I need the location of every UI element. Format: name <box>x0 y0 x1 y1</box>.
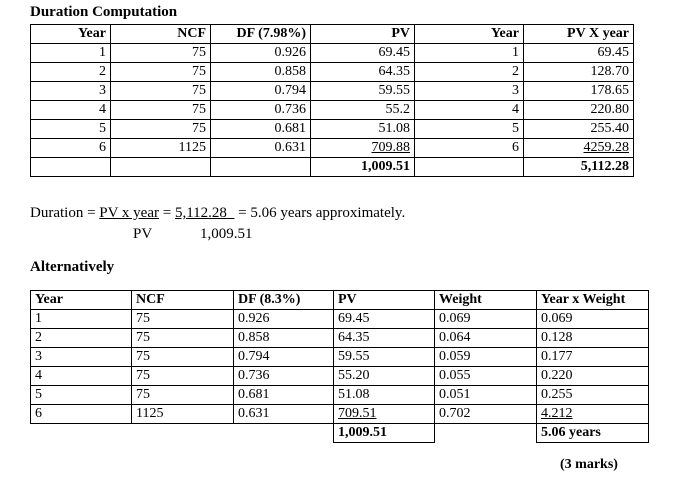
cell: 0.702 <box>435 405 537 424</box>
cell: 1125 <box>111 139 211 158</box>
header-ncf: NCF <box>111 25 211 44</box>
cell: 0.631 <box>234 405 334 424</box>
table-row <box>31 310 649 329</box>
cell: 75 <box>111 44 211 63</box>
cell: 0.736 <box>211 101 311 120</box>
cell <box>31 158 111 177</box>
cell: 1 <box>31 310 132 329</box>
cell: 5 <box>415 120 524 139</box>
formula-numerator-value: 5,112.28 <box>174 205 227 221</box>
cell: 75 <box>132 386 234 405</box>
cell: 2 <box>31 63 111 82</box>
table-row <box>31 367 649 386</box>
header-year-2: Year <box>415 25 524 44</box>
marks-label: (3 marks) <box>560 457 618 472</box>
cell <box>435 424 537 443</box>
cell: 0.055 <box>435 367 537 386</box>
cell: 64.35 <box>334 329 435 348</box>
header-weight: Weight <box>435 291 537 310</box>
formula-denominator-label: PV <box>133 226 153 242</box>
cell <box>211 158 311 177</box>
cell: 75 <box>111 101 211 120</box>
cell: 5 <box>31 386 132 405</box>
cell: 0.681 <box>234 386 334 405</box>
cell: 59.55 <box>311 82 415 101</box>
cell: 0.069 <box>537 310 649 329</box>
table-row <box>31 101 634 120</box>
cell: 255.40 <box>524 120 634 139</box>
cell: 0.059 <box>435 348 537 367</box>
header-year-x-weight: Year x Weight <box>537 291 649 310</box>
cell: 6 <box>31 139 111 158</box>
cell: 220.80 <box>524 101 634 120</box>
formula-result: = 5.06 years approximately. <box>234 205 406 221</box>
cell: 1 <box>31 44 111 63</box>
table-row <box>31 63 634 82</box>
table-row <box>31 386 649 405</box>
table-row <box>31 348 649 367</box>
table-row <box>31 120 634 139</box>
cell: 1 <box>415 44 524 63</box>
cell: 75 <box>111 63 211 82</box>
cell: 2 <box>31 329 132 348</box>
cell: 128.70 <box>524 63 634 82</box>
section-title: Duration Computation <box>30 4 178 20</box>
total-row <box>31 158 634 177</box>
cell: 0.926 <box>211 44 311 63</box>
cell: 3 <box>31 82 111 101</box>
cell: 55.20 <box>334 367 435 386</box>
cell: 3 <box>415 82 524 101</box>
cell: 55.2 <box>311 101 415 120</box>
cell: 75 <box>132 329 234 348</box>
duration-table <box>30 24 634 177</box>
cell: 6 <box>415 139 524 158</box>
cell: 75 <box>132 348 234 367</box>
cell <box>234 424 334 443</box>
cell <box>415 158 524 177</box>
cell <box>132 424 234 443</box>
cell: 0.794 <box>234 348 334 367</box>
cell: 2 <box>415 63 524 82</box>
table-row <box>31 44 634 63</box>
formula-numerator-label: PV x year <box>99 205 159 221</box>
formula-denominator-value: 1,009.51 <box>200 226 253 242</box>
formula-lhs: Duration = <box>30 205 100 221</box>
table-row <box>31 139 634 158</box>
cell: 709.88 <box>371 140 410 155</box>
cell: 0.069 <box>435 310 537 329</box>
cell: 51.08 <box>334 386 435 405</box>
cell: 0.220 <box>537 367 649 386</box>
cell: 0.858 <box>211 63 311 82</box>
cell: 0.177 <box>537 348 649 367</box>
cell: 5 <box>31 120 111 139</box>
total-pv-x-year: 5,112.28 <box>524 158 634 177</box>
cell: 51.08 <box>311 120 415 139</box>
table-header-row <box>31 25 634 44</box>
cell: 75 <box>111 120 211 139</box>
cell: 0.064 <box>435 329 537 348</box>
cell: 75 <box>111 82 211 101</box>
formula-equals: = <box>159 205 175 221</box>
total-row <box>31 424 649 443</box>
cell: 59.55 <box>334 348 435 367</box>
header-year: Year <box>31 25 111 44</box>
cell: 75 <box>132 310 234 329</box>
cell <box>111 158 211 177</box>
duration-formula <box>30 205 405 222</box>
cell: 709.51 <box>338 406 377 421</box>
cell: 4 <box>415 101 524 120</box>
cell: 0.631 <box>211 139 311 158</box>
table-row <box>31 405 649 424</box>
cell <box>31 424 132 443</box>
table-row <box>31 82 634 101</box>
total-duration: 5.06 years <box>537 424 649 443</box>
cell: 69.45 <box>311 44 415 63</box>
cell: 4.212 <box>541 406 573 421</box>
header-year: Year <box>31 291 132 310</box>
cell: 0.681 <box>211 120 311 139</box>
cell: 3 <box>31 348 132 367</box>
cell: 1125 <box>132 405 234 424</box>
total-pv: 1,009.51 <box>334 424 435 443</box>
cell: 0.128 <box>537 329 649 348</box>
cell: 6 <box>31 405 132 424</box>
cell: 69.45 <box>524 44 634 63</box>
weighted-duration-table <box>30 290 649 443</box>
header-df: DF (8.3%) <box>234 291 334 310</box>
cell: 0.736 <box>234 367 334 386</box>
cell: 0.255 <box>537 386 649 405</box>
cell: 0.051 <box>435 386 537 405</box>
cell: 178.65 <box>524 82 634 101</box>
header-pv: PV <box>334 291 435 310</box>
total-pv: 1,009.51 <box>311 158 415 177</box>
cell: 69.45 <box>334 310 435 329</box>
cell: 4259.28 <box>583 140 629 155</box>
header-pv-x-year: PV X year <box>524 25 634 44</box>
table-row <box>31 329 649 348</box>
alternatively-heading: Alternatively <box>30 259 115 275</box>
cell: 0.858 <box>234 329 334 348</box>
cell: 75 <box>132 367 234 386</box>
header-ncf: NCF <box>132 291 234 310</box>
cell: 4 <box>31 101 111 120</box>
cell: 4 <box>31 367 132 386</box>
table-header-row <box>31 291 649 310</box>
header-pv: PV <box>311 25 415 44</box>
cell: 0.794 <box>211 82 311 101</box>
cell: 0.926 <box>234 310 334 329</box>
header-df: DF (7.98%) <box>211 25 311 44</box>
cell: 64.35 <box>311 63 415 82</box>
